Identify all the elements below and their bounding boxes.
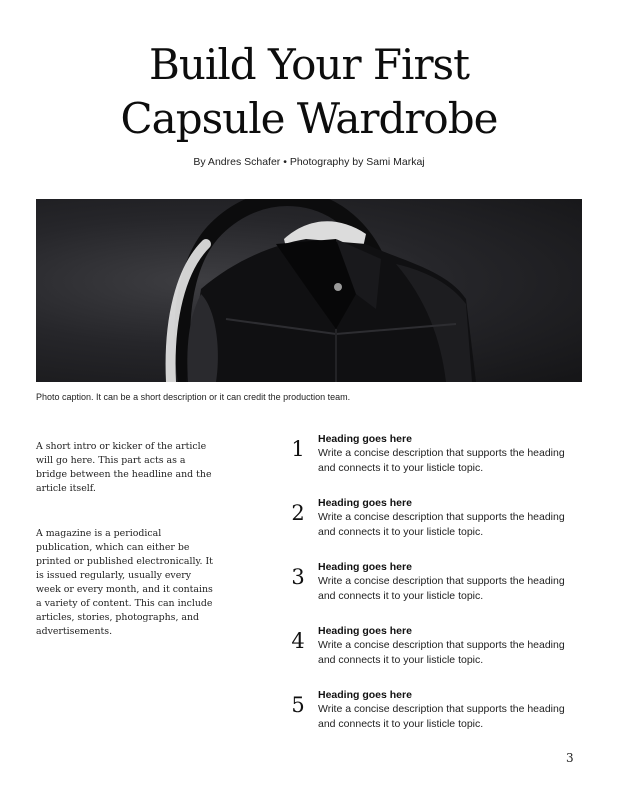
list-item-heading: Heading goes here	[318, 561, 412, 573]
article-intro: A short intro or kicker of the article will go here. This part acts as a bridge between the headline and the article itself.	[36, 441, 212, 494]
list-item-number: 4	[291, 629, 305, 653]
list-item-description: Write a concise description that supports the heading and connects it to your listicle topic.	[318, 639, 565, 666]
list-item-heading: Heading goes here	[318, 433, 412, 445]
list-item-description: Write a concise description that supports the heading and connects it to your listicle topic.	[318, 703, 565, 730]
list-item-description: Write a concise description that supports the heading and connects it to your listicle topic.	[318, 511, 565, 538]
list-item-number: 1	[291, 437, 305, 461]
article-title-line-2: Capsule Wardrobe	[120, 94, 498, 143]
leather-jacket-illustration	[36, 199, 582, 382]
list-item-heading: Heading goes here	[318, 689, 412, 701]
article-title-line-1: Build Your First	[149, 40, 469, 89]
page-number: 3	[566, 751, 574, 765]
article-title	[0, 38, 618, 146]
hero-photo	[36, 199, 582, 382]
list-item-number: 5	[291, 693, 305, 717]
list-item-description: Write a concise description that supports the heading and connects it to your listicle topic.	[318, 447, 565, 474]
byline: By Andres Schafer • Photography by Sami Markaj	[193, 156, 425, 168]
photo-caption: Photo caption. It can be a short description or it can credit the production team.	[36, 392, 351, 402]
list-item-description: Write a concise description that supports the heading and connects it to your listicle topic.	[318, 575, 565, 602]
list-item-heading: Heading goes here	[318, 497, 412, 509]
list-item-number: 3	[291, 565, 305, 589]
list-item-number: 2	[291, 501, 305, 525]
list-item-heading: Heading goes here	[318, 625, 412, 637]
article-body: A magazine is a periodical publication, which can either be printed or published electronically. It is issued regularly, usually every week or every month, and it contains a variety of content. This can include articles, stories, photographs, and advertisements.	[36, 528, 213, 637]
